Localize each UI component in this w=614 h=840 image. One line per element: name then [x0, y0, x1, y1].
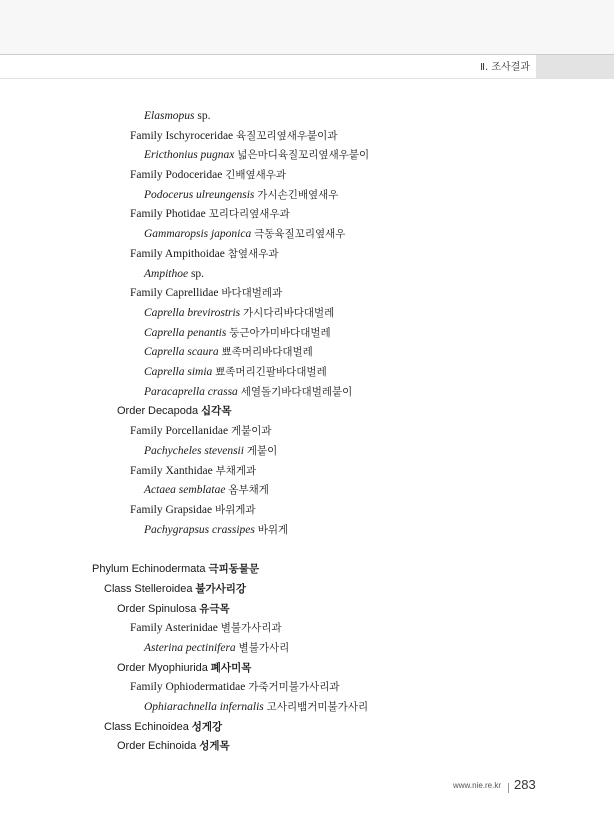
korean-name: 긴배옆새우과 [225, 169, 287, 181]
korean-name: 폐사미목 [210, 662, 252, 674]
rank-label: Class [104, 583, 132, 595]
species-entry [144, 108, 210, 124]
family-entry [130, 128, 337, 144]
taxon-name: Grapsidae [165, 504, 213, 516]
korean-name: 별불가사리 [238, 642, 290, 654]
korean-name: 고사리뱀거미불가사리 [266, 701, 369, 713]
korean-name: 별불가사리과 [220, 622, 282, 634]
rank-label: Family [130, 622, 163, 634]
scientific-name: Elasmopus [144, 110, 195, 122]
chapter-tab [536, 55, 614, 78]
class-entry [104, 581, 246, 597]
korean-name: 게붙이 [246, 445, 278, 457]
species-entry [144, 187, 338, 203]
taxon-name: Photidae [165, 208, 206, 220]
scientific-name: Ampithoe [144, 268, 189, 280]
order-entry [117, 660, 251, 676]
korean-name: 가시다리바다대벌레 [243, 307, 335, 319]
scientific-name: Actaea semblatae [144, 484, 226, 496]
scientific-name: Asterina pectinifera [144, 642, 236, 654]
rank-label: Family [130, 208, 163, 220]
korean-name: 바위게과 [214, 504, 256, 516]
footer-url: www.nie.re.kr [452, 781, 501, 790]
korean-name: 넓은마디육질꼬리옆새우붙이 [237, 149, 370, 161]
family-entry [130, 246, 278, 262]
species-entry [144, 305, 334, 321]
taxon-name: Asterinidae [164, 622, 218, 634]
korean-name: 성게목 [199, 740, 230, 752]
taxon-name: Myophiurida [148, 662, 208, 674]
korean-name: 바다대벌레과 [221, 287, 283, 299]
scientific-name: Pachygrapsus crassipes [144, 524, 255, 536]
class-entry [104, 719, 222, 735]
page-number: 283 [514, 777, 536, 792]
korean-name: 성게강 [191, 721, 223, 733]
header-separator [0, 78, 614, 79]
species-entry [144, 522, 288, 538]
scientific-name: Podocerus ulreungensis [144, 189, 255, 201]
species-entry [144, 364, 327, 380]
family-entry [130, 620, 282, 636]
taxon-name: Caprellidae [165, 287, 219, 299]
order-entry [117, 738, 230, 754]
species-entry [144, 325, 331, 341]
taxon-name: Echinoidea [134, 721, 189, 733]
rank-label: Family [130, 504, 163, 516]
species-entry [144, 443, 277, 459]
korean-name: 게붙이과 [230, 425, 272, 437]
taxon-name: Podoceridae [165, 169, 223, 181]
rank-label: Order [117, 740, 146, 752]
family-entry [130, 423, 272, 439]
order-entry [117, 403, 231, 419]
species-suffix: sp. [197, 110, 211, 122]
taxon-name: Decapoda [148, 405, 199, 417]
species-entry [144, 226, 345, 242]
family-entry [130, 679, 339, 695]
rank-label: Class [104, 721, 132, 733]
korean-name: 부채게과 [215, 465, 257, 477]
scientific-name: Ophiarachnella infernalis [144, 701, 264, 713]
rank-label: Family [130, 169, 163, 181]
species-entry [144, 384, 352, 400]
taxon-name: Porcellanidae [165, 425, 229, 437]
korean-name: 가시손긴배옆새우 [257, 189, 339, 201]
species-entry [144, 640, 289, 656]
korean-name: 옴부채게 [228, 484, 269, 496]
family-entry [130, 285, 282, 301]
phylum-entry [92, 561, 259, 577]
rank-label: Order [117, 405, 146, 417]
scientific-name: Caprella simia [144, 366, 213, 378]
scientific-name: Paracaprella crassa [144, 386, 238, 398]
taxon-name: Ophiodermatidae [165, 681, 246, 693]
scientific-name: Caprella brevirostris [144, 307, 241, 319]
korean-name: 둥근아가미바다대벌레 [229, 327, 331, 339]
header-rule [0, 54, 614, 55]
family-entry [130, 206, 290, 222]
scientific-name: Ericthonius pugnax [144, 149, 235, 161]
rank-label: Family [130, 287, 163, 299]
scientific-name: Pachycheles stevensii [144, 445, 244, 457]
taxon-name: Stelleroidea [134, 583, 193, 595]
scientific-name: Caprella scaura [144, 346, 219, 358]
footer-divider [508, 783, 509, 793]
family-entry [130, 502, 256, 518]
korean-name: 극피동물문 [208, 563, 260, 575]
korean-name: 극동육질꼬리옆새우 [254, 228, 346, 240]
korean-name: 육질꼬리옆새우붙이과 [236, 130, 338, 142]
rank-label: Family [130, 248, 163, 260]
korean-name: 참옆새우과 [227, 248, 279, 260]
species-entry [144, 344, 313, 360]
korean-name: 뾰족머리바다대벌레 [221, 346, 313, 358]
rank-label: Phylum [92, 563, 129, 575]
species-entry [144, 482, 269, 498]
species-entry [144, 266, 204, 282]
scientific-name: Gammaropsis japonica [144, 228, 252, 240]
taxon-name: Xanthidae [165, 465, 213, 477]
scientific-name: Caprella penantis [144, 327, 227, 339]
rank-label: Order [117, 662, 146, 674]
taxon-name: Spinulosa [148, 603, 197, 615]
rank-label: Family [130, 425, 163, 437]
korean-name: 뾰족머리긴팔바다대벌레 [215, 366, 327, 378]
rank-label: Family [130, 465, 163, 477]
order-entry [117, 601, 230, 617]
korean-name: 가죽거미불가사리과 [248, 681, 340, 693]
taxon-name: Echinodermata [131, 563, 206, 575]
taxon-name: Echinoida [148, 740, 197, 752]
chapter-title: Ⅱ. 조사결과 [480, 62, 530, 73]
family-entry [130, 167, 286, 183]
family-entry [130, 463, 256, 479]
species-entry [144, 147, 369, 163]
rank-label: Family [130, 681, 163, 693]
taxon-name: Ischyroceridae [165, 130, 234, 142]
rank-label: Order [117, 603, 146, 615]
species-entry [144, 699, 368, 715]
korean-name: 바위게 [257, 524, 289, 536]
korean-name: 십각목 [201, 405, 232, 417]
species-suffix: sp. [190, 268, 205, 280]
korean-name: 세열돌기바다대벌레붙이 [240, 386, 353, 398]
korean-name: 유극목 [199, 603, 230, 615]
rank-label: Family [130, 130, 163, 142]
header-band [0, 0, 614, 55]
korean-name: 꼬리다리옆새우과 [208, 208, 290, 220]
korean-name: 불가사리강 [195, 583, 247, 595]
taxon-name: Ampithoidae [164, 248, 225, 260]
